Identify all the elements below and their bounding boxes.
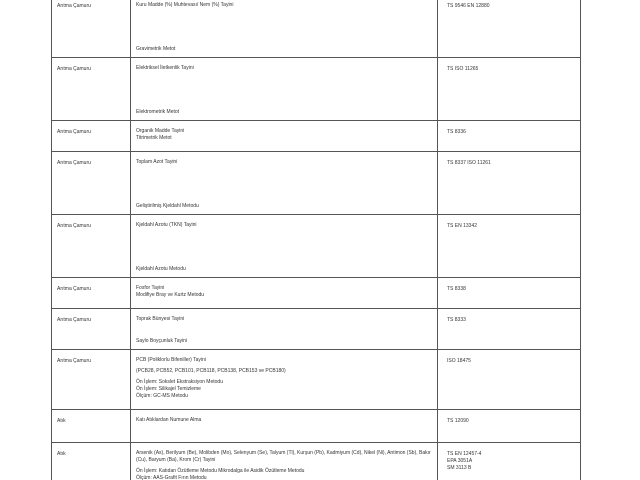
test-cell xyxy=(131,278,438,309)
matrix-label: Arıtma Çamuru xyxy=(57,358,91,364)
matrix-cell xyxy=(52,215,131,278)
standard-reference: TS EN 13342 xyxy=(447,223,478,229)
method-name: Saylo Boyçunluk Tayini xyxy=(136,338,188,344)
standard-reference: TS 9546 EN 12880 xyxy=(447,3,490,9)
test-name: Toprak Bünyesi Tayini xyxy=(136,316,185,322)
table-body xyxy=(52,0,581,480)
table-row xyxy=(52,215,581,278)
test-name: Katı Atıklardan Numune Alma xyxy=(136,417,202,423)
standard-reference: TS 8337 ISO 11261 xyxy=(447,160,491,166)
table-row xyxy=(52,0,581,58)
standard-cell xyxy=(438,58,581,121)
standard-cell xyxy=(438,410,581,443)
matrix-label: Arıtma Çamuru xyxy=(57,286,91,292)
table-row xyxy=(52,58,581,121)
matrix-cell xyxy=(52,410,131,443)
matrix-cell xyxy=(52,121,131,152)
matrix-label: Arıtma Çamuru xyxy=(57,66,91,72)
test-note: Ön İşlem: Katıdan Özütleme Metodu Mikrodalga ile Asidik Özütleme Metodu Ölçüm: AAS-Grafit Fırın Metodu xyxy=(136,468,305,480)
standard-reference: TS 8336 xyxy=(447,129,466,135)
accreditation-table xyxy=(51,0,581,480)
standard-cell xyxy=(438,152,581,215)
matrix-label: Arıtma Çamuru xyxy=(57,223,91,229)
standard-reference: ISO 18475 xyxy=(447,358,471,364)
test-cell xyxy=(131,443,438,480)
standard-reference: TS EN 12457-4 EPA 3051A SM 3113 B xyxy=(447,451,482,471)
test-name: Kjeldahl Azotu (TKN) Tayini xyxy=(136,222,197,228)
table-row xyxy=(52,350,581,410)
standard-reference: TS ISO 11265 xyxy=(447,66,479,72)
matrix-cell xyxy=(52,309,131,350)
standard-cell xyxy=(438,278,581,309)
matrix-label: Arıtma Çamuru xyxy=(57,3,91,9)
test-cell xyxy=(131,350,438,410)
matrix-cell xyxy=(52,0,131,58)
matrix-cell xyxy=(52,58,131,121)
matrix-cell xyxy=(52,152,131,215)
method-name: Gravimetrik Metot xyxy=(136,46,176,52)
matrix-label: Arıtma Çamuru xyxy=(57,317,91,323)
test-name: Toplam Azot Tayini xyxy=(136,159,178,165)
method-name: Geliştirilmiş Kjeldahl Metodu xyxy=(136,203,199,209)
table-row xyxy=(52,309,581,350)
test-note: (PCB28, PCB52, PCB101, PCB118, PCB138, PCB153 ve PCB180) xyxy=(136,368,286,374)
test-cell xyxy=(131,215,438,278)
table-row xyxy=(52,443,581,480)
test-cell xyxy=(131,0,438,58)
standard-cell xyxy=(438,309,581,350)
test-name: Organik Madde Tayini Titrimetrik Metot xyxy=(136,128,185,141)
matrix-label: Atık xyxy=(57,418,66,424)
test-cell xyxy=(131,58,438,121)
method-name: Kjeldahl Azotu Metodu xyxy=(136,266,186,272)
test-cell xyxy=(131,410,438,443)
test-cell xyxy=(131,309,438,350)
method-name: Elektrometrik Metot xyxy=(136,109,180,115)
standard-cell xyxy=(438,121,581,152)
table-row xyxy=(52,121,581,152)
standard-cell xyxy=(438,350,581,410)
standard-reference: TS 8338 xyxy=(447,286,466,292)
standard-cell xyxy=(438,0,581,58)
matrix-cell xyxy=(52,443,131,480)
test-name: Fosfor Tayini Modifiye Bray ve Kurtz Metodu xyxy=(136,285,205,298)
test-cell xyxy=(131,121,438,152)
matrix-cell xyxy=(52,350,131,410)
matrix-cell xyxy=(52,278,131,309)
table-row xyxy=(52,278,581,309)
standard-cell xyxy=(438,215,581,278)
standard-reference: TS 12090 xyxy=(447,418,469,424)
matrix-label: Arıtma Çamuru xyxy=(57,160,91,166)
test-cell xyxy=(131,152,438,215)
table-row xyxy=(52,152,581,215)
standard-cell xyxy=(438,443,581,480)
test-name: Arsenik (As), Berilyum (Be), Molibden (Mo), Selenyum (Se), Talyum (Tl), Kurşun (Pb), Kadmiyum (Cd), Nikel (Ni), Antimon (Sb), Bakır (Cu), Baryum (Ba), Krom (Cr) Tayini xyxy=(136,450,431,463)
test-name: Elektriksel İletkenlik Tayini xyxy=(136,65,194,71)
test-name: Kuru Madde (%) Muhtevası/ Nem (%) Tayini xyxy=(136,2,234,8)
table-row xyxy=(52,410,581,443)
standard-reference: TS 8333 xyxy=(447,317,466,323)
matrix-label: Arıtma Çamuru xyxy=(57,129,91,135)
test-name: PCB (Poliklorlu Bifeniller) Tayini xyxy=(136,357,206,363)
matrix-label: Atık xyxy=(57,451,66,457)
test-note: Ön İşlem: Sokslet Ekstraksiyon Metodu Ön İşlem: Silikajel Temizleme Ölçüm: GC-MS Metodu xyxy=(136,379,223,399)
